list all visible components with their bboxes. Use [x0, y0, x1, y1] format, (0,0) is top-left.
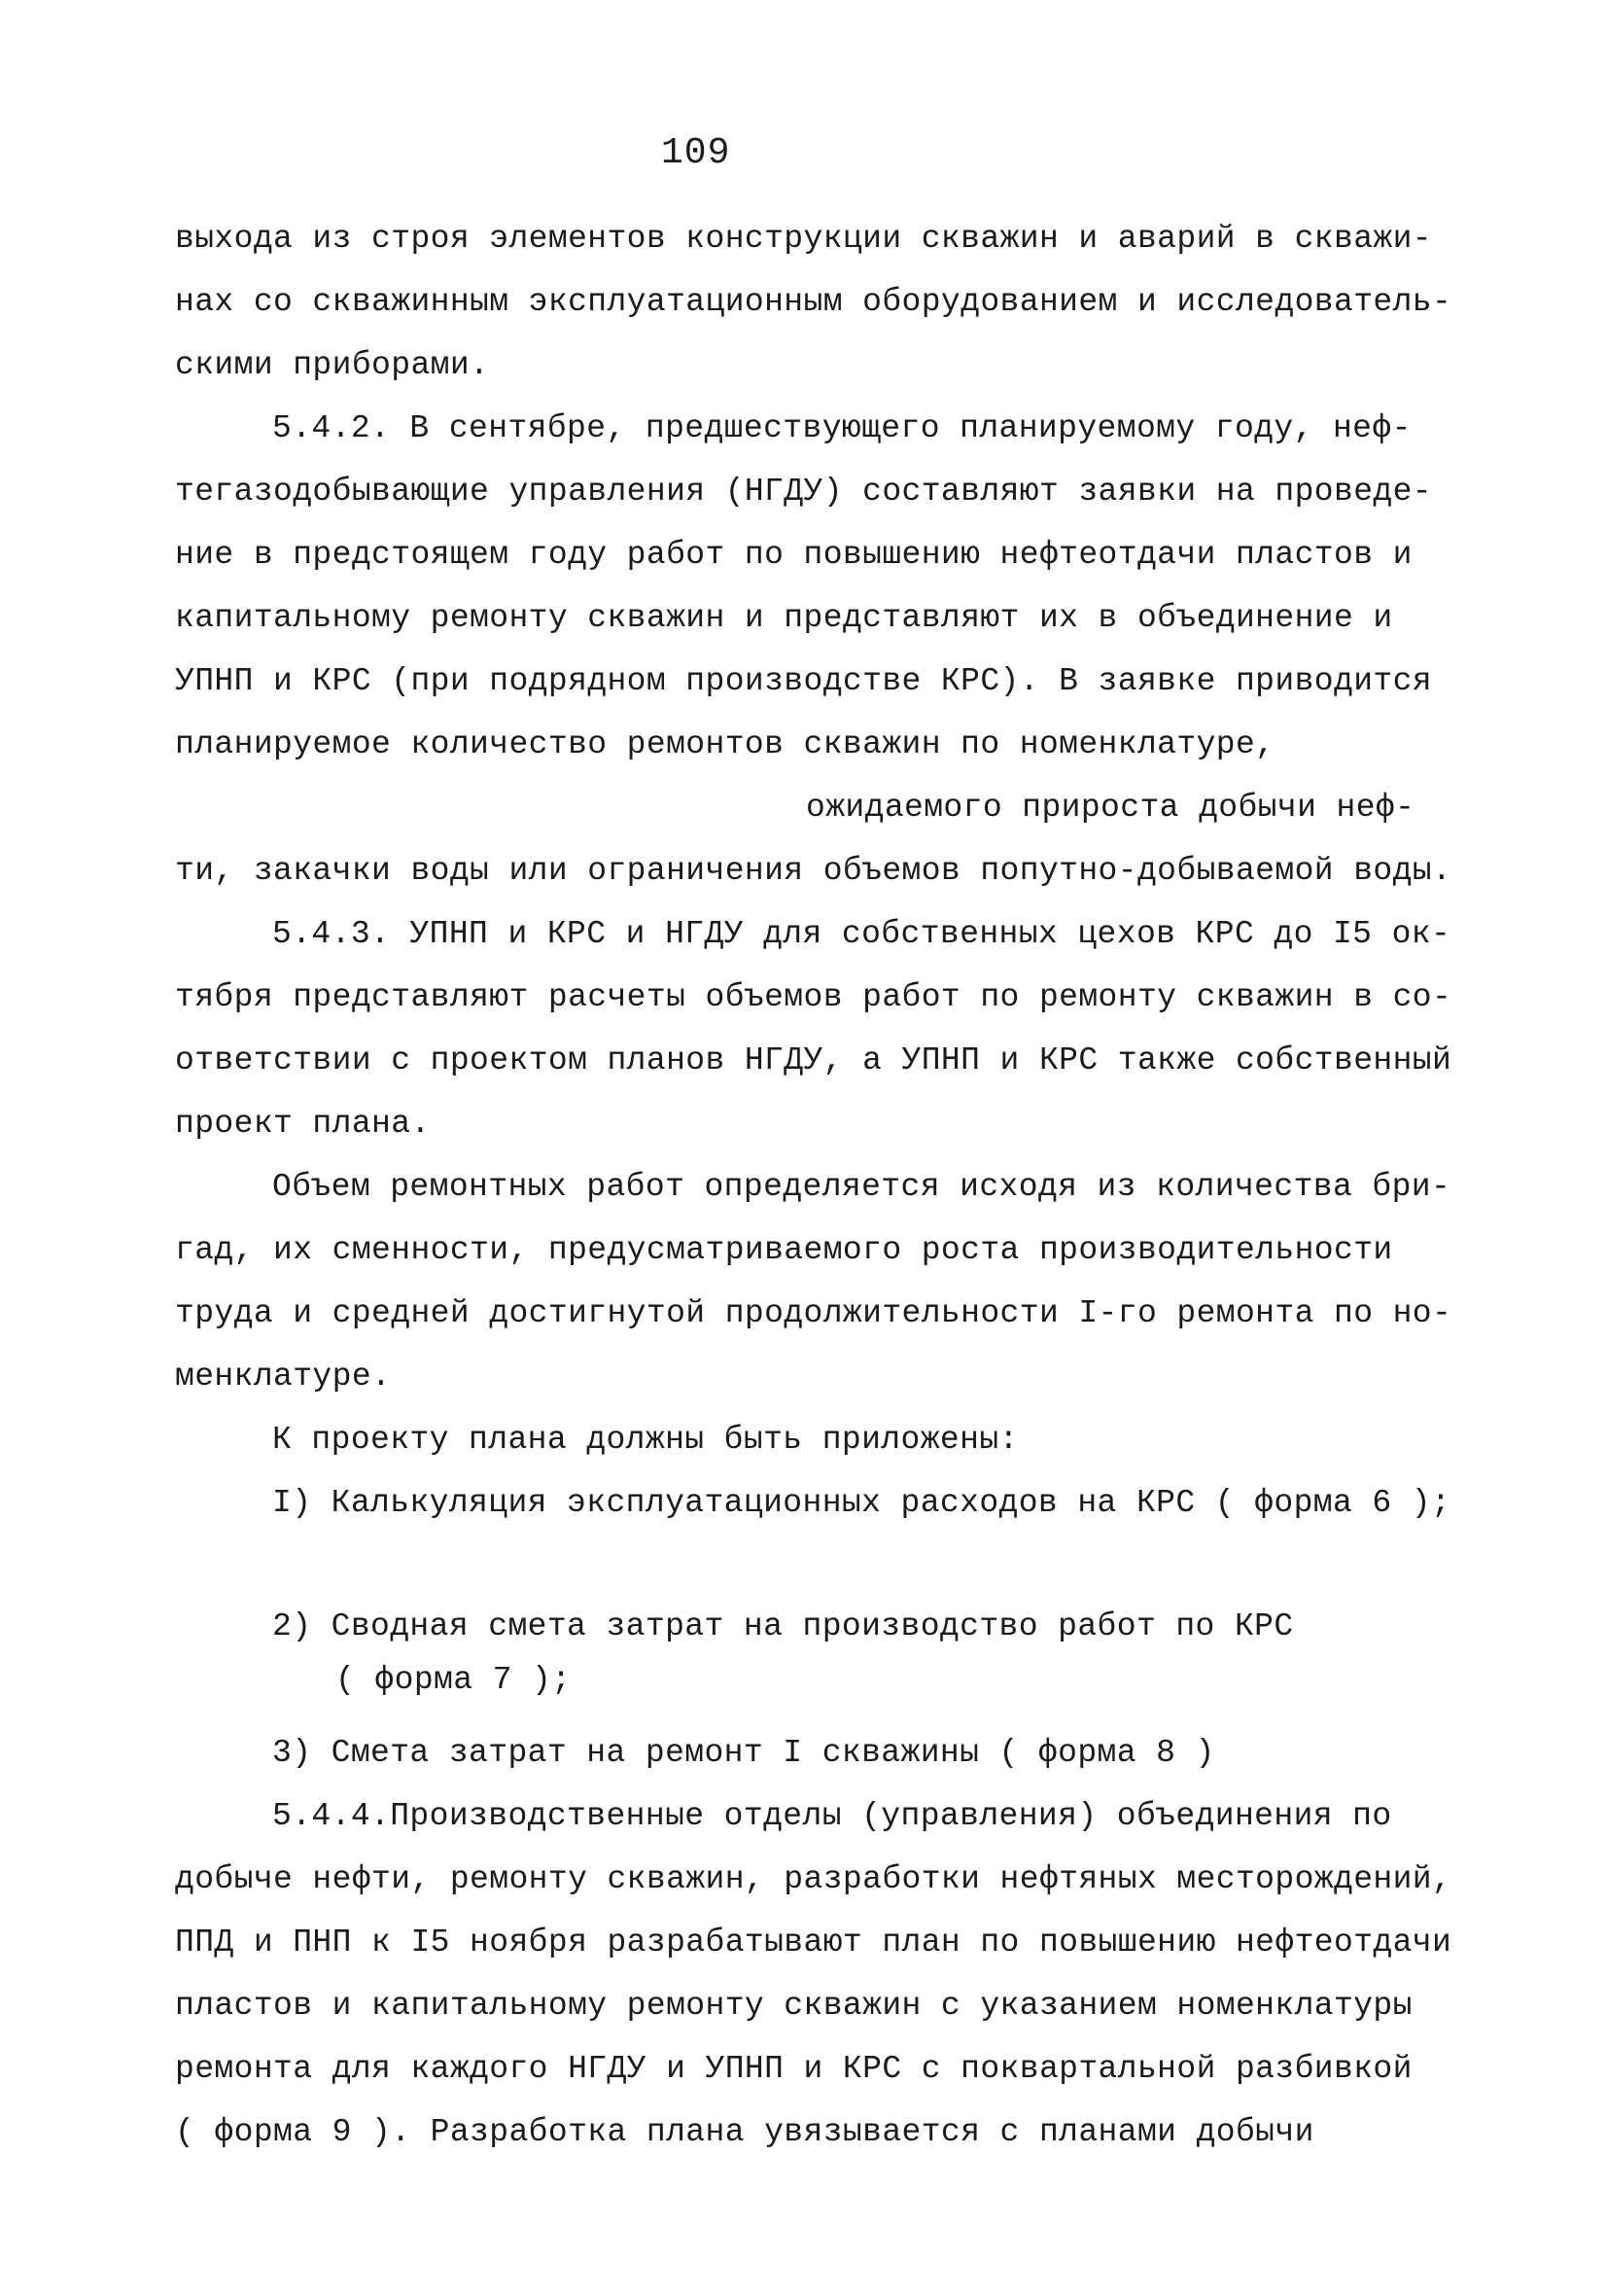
text-line: выхода из строя элементов конструкции скважин и аварий в скважи- — [175, 221, 1433, 257]
text-line: ( форма 7 ); — [335, 1662, 572, 1698]
list-item: 2) Сводная смета затрат на производство работ по КРС — [272, 1608, 1294, 1644]
text-line: тегазодобывающие управления (НГДУ) составляют заявки на проведе- — [175, 474, 1433, 510]
text-line: ожидаемого прироста добычи неф- — [806, 790, 1415, 826]
text-line: нах со скважинным эксплуатационным оборудованием и исследователь- — [175, 284, 1452, 320]
text-line: добыче нефти, ремонту скважин, разработки нефтяных месторождений, — [175, 1861, 1452, 1897]
text-line: менклатуре. — [175, 1359, 392, 1395]
text-line: ( форма 9 ). Разработка плана увязывается с планами добычи — [175, 2114, 1314, 2150]
text-line: ответствии с проектом планов НГДУ, а УПНП и КРС также собственный — [175, 1042, 1452, 1078]
text-line: 5.4.3. УПНП и КРС и НГДУ для собственных цехов КРС до I5 ок- — [272, 916, 1451, 952]
text-line: ние в предстоящем году работ по повышению нефтеотдачи пластов и — [175, 537, 1413, 573]
page-number: 109 — [661, 132, 731, 174]
list-item: 3) Смета затрат на ремонт I скважины ( форма 8 ) — [272, 1735, 1215, 1771]
text-line: 5.4.4.Производственные отделы (управления) объединения по — [272, 1798, 1392, 1834]
text-line: труда и средней достигнутой продолжительности I-го ремонта по но- — [175, 1295, 1452, 1331]
text-line: 5.4.2. В сентябре, предшествующего планируемому году, неф- — [272, 410, 1412, 446]
text-line: планируемое количество ремонтов скважин по номенклатуре, — [175, 726, 1275, 762]
text-line: пластов и капитальному ремонту скважин с указанием номенклатуры — [175, 1988, 1413, 2024]
text-line: Объем ремонтных работ определяется исходя из количества бри- — [272, 1169, 1451, 1205]
text-line: гад, их сменности, предусматриваемого роста производительности — [175, 1232, 1393, 1268]
text-line: проект плана. — [175, 1106, 431, 1142]
text-line: скими приборами. — [175, 347, 490, 383]
list-item: I) Калькуляция эксплуатационных расходов на КРС ( форма 6 ); — [272, 1485, 1451, 1521]
text-line: УПНП и КРС (при подрядном производстве КРС). В заявке приводится — [175, 663, 1433, 699]
text-line: К проекту плана должны быть приложены: — [272, 1422, 1019, 1458]
text-line: тября представляют расчеты объемов работ по ремонту скважин в со- — [175, 979, 1452, 1015]
text-line: ремонта для каждого НГДУ и УПНП и КРС с поквартальной разбивкой — [175, 2051, 1413, 2087]
text-line: ти, закачки воды или ограничения объемов попутно-добываемой воды. — [175, 853, 1452, 889]
text-line: ППД и ПНП к I5 ноября разрабатывают план по повышению нефтеотдачи — [175, 1925, 1452, 1960]
text-line: капитальному ремонту скважин и представляют их в объединение и — [175, 600, 1393, 636]
